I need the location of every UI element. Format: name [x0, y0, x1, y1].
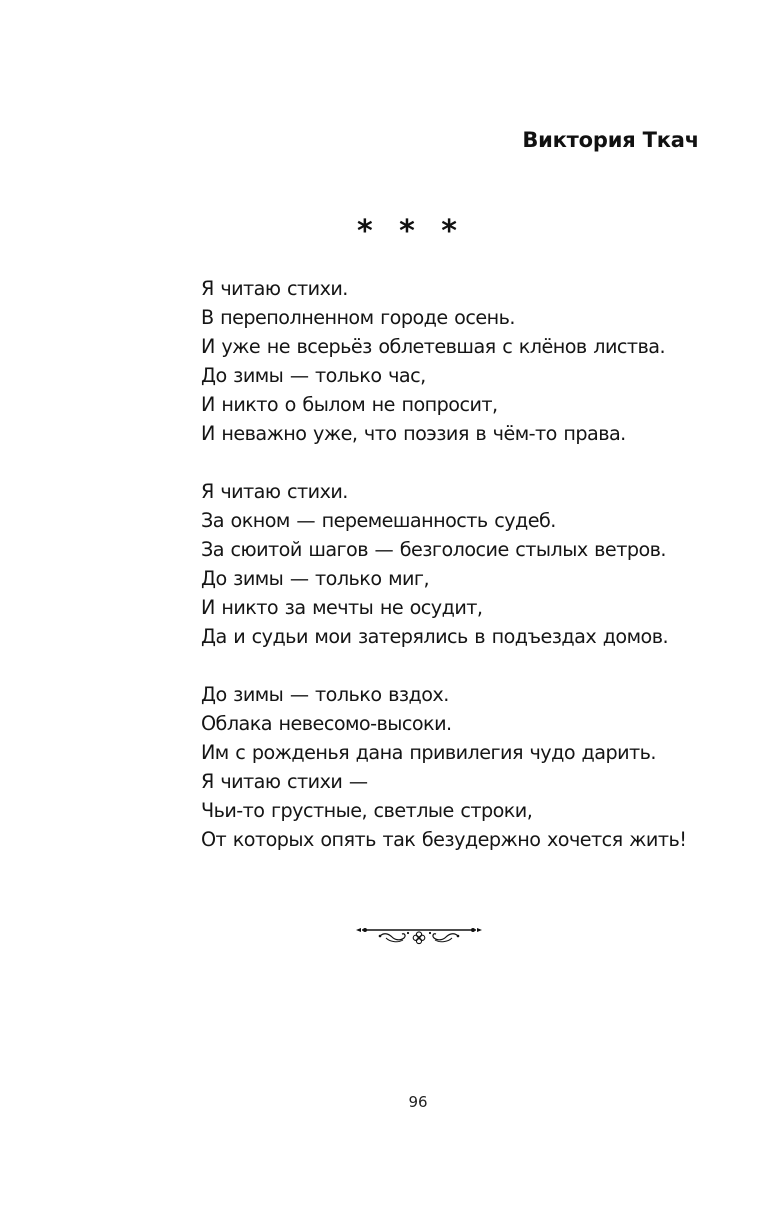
poem-line: До зимы — только час, — [201, 364, 426, 387]
poem-line: Облака невесомо-высоки. — [201, 712, 452, 735]
poem-line: Да и судьи мои затерялись в подъездах домов. — [201, 625, 669, 648]
poem-line: От которых опять так безудержно хочется жить! — [201, 828, 687, 851]
stanza-3 — [201, 680, 721, 854]
poem-body — [201, 274, 721, 883]
poem-line: И никто за мечты не осудит, — [201, 596, 483, 619]
poem-line: В переполненном городе осень. — [201, 306, 515, 329]
poem-line: Им с рожденья дана привилегия чудо дарить. — [201, 741, 656, 764]
poem-line: Чьи-то грустные, светлые строки, — [201, 799, 533, 822]
poem-line: За сюитой шагов — безголосие стылых ветров. — [201, 538, 666, 561]
poem-line: До зимы — только миг, — [201, 567, 430, 590]
poem-line: Я читаю стихи. — [201, 480, 348, 503]
page-number: 96 — [408, 1093, 428, 1111]
poem-line: И никто о былом не попросит, — [201, 393, 498, 416]
author-name: Виктория Ткач — [522, 128, 699, 152]
poem-line: Я читаю стихи — — [201, 770, 368, 793]
poem-line: Я читаю стихи. — [201, 277, 348, 300]
poem-line: За окном — перемешанность судеб. — [201, 509, 556, 532]
stanza-1 — [201, 274, 721, 448]
ornament-divider-icon — [356, 924, 482, 946]
poem-title-asterisks: * * * — [357, 214, 465, 249]
poem-line: И уже не всерьёз облетевшая с клёнов листва. — [201, 335, 666, 358]
stanza-2 — [201, 477, 721, 651]
poem-line: И неважно уже, что поэзия в чём-то права. — [201, 422, 626, 445]
poem-line: До зимы — только вздох. — [201, 683, 449, 706]
